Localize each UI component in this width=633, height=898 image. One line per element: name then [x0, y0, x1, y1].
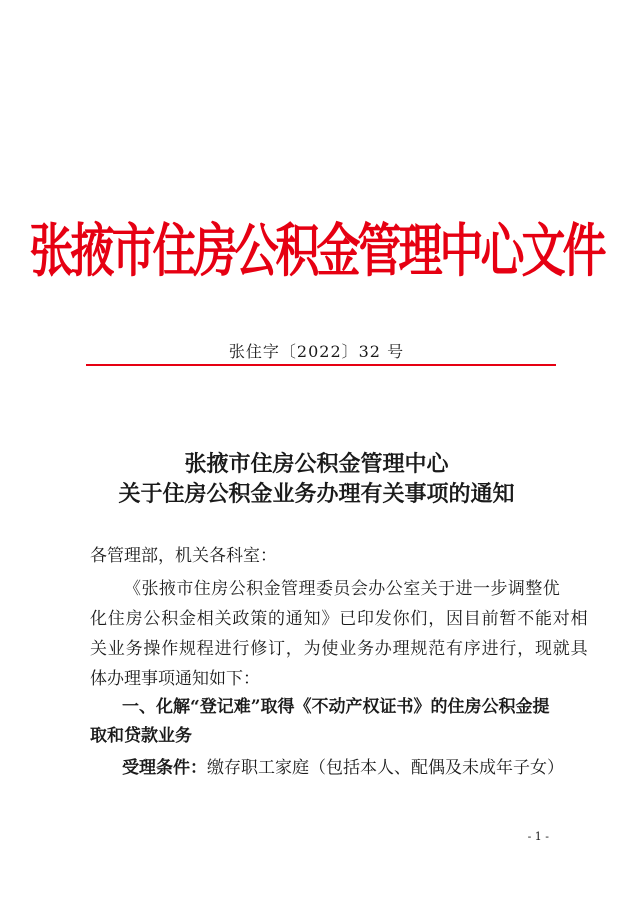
masthead-title: 张掖市住房公积金管理中心文件: [29, 218, 604, 285]
paragraph-1-line-1: 《张掖市住房公积金管理委员会办公室关于进一步调整优: [124, 579, 561, 599]
red-divider: [86, 364, 556, 366]
paragraph-1-line-4: 体办理事项通知如下：: [90, 669, 260, 689]
page-number: - 1 -: [527, 830, 549, 843]
section-1-heading-line-2: 取和贷款业务: [90, 726, 192, 746]
paragraph-1-line-2: 化住房公积金相关政策的通知》已印发你们，因目前暂不能对相: [90, 609, 589, 629]
salutation: 各管理部，机关各科室：: [90, 546, 277, 566]
notice-title-line-2: 关于住房公积金业务办理有关事项的通知: [118, 481, 515, 507]
paragraph-1-line-3: 关业务操作规程进行修订，为使业务办理规范有序进行，现就具: [90, 639, 589, 659]
notice-title-line-1: 张掖市住房公积金管理中心: [184, 451, 449, 477]
conditions-label: 受理条件：: [122, 758, 207, 778]
conditions-paragraph: [122, 753, 564, 778]
document-number: 张住字〔2022〕32 号: [228, 342, 405, 361]
conditions-text: 缴存职工家庭（包括本人、配偶及未成年子女）: [207, 758, 564, 778]
section-1-heading-line-1: 一、化解“登记难”取得《不动产权证书》的住房公积金提: [122, 697, 550, 717]
